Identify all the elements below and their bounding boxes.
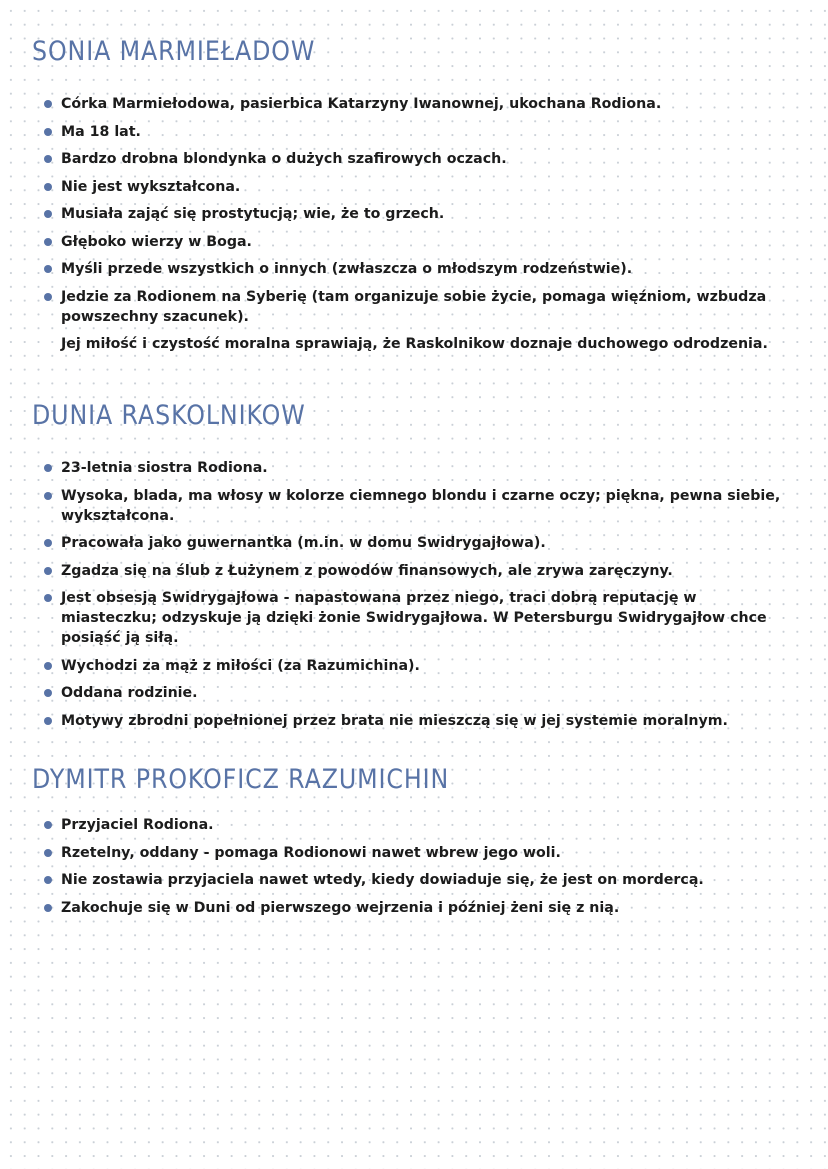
list-item [32, 656, 792, 676]
bullet-icon [44, 689, 52, 697]
list-item [32, 177, 792, 197]
bullet-icon [44, 821, 52, 829]
list-item-text: Pracowała jako guwernantka (m.in. w domu Swidrygajłowa). [61, 535, 546, 551]
list-item-text: Musiała zająć się prostytucją; wie, że to grzech. [61, 206, 445, 222]
list-item-text: Ma 18 lat. [61, 123, 141, 140]
bullet-icon [44, 567, 52, 575]
list-item [32, 683, 792, 703]
bullet-icon [44, 876, 52, 884]
list-item-text: Jest obsesją Swidrygajłowa - napastowana przez niego, traci dobrą reputację w miasteczku; odzyskuje ją dzięki żonie Swidrygajłowa. W Petersburgu Swidrygajłow chce posiąść ją siłą. [61, 590, 767, 646]
bullet-icon [44, 155, 52, 163]
closing-note: Jej miłość i czystość moralna sprawiają, że Raskolnikow doznaje duchowego odrodzenia. [61, 336, 768, 352]
bullet-icon [44, 210, 52, 218]
list-item-text: Motywy zbrodni popełnionej przez brata nie mieszczą się w jej systemie moralnym. [61, 712, 728, 729]
bullet-icon [44, 265, 52, 273]
section-sonia [32, 38, 792, 354]
list-item-text: Bardzo drobna blondynka o dużych szafirowych oczach. [61, 151, 507, 167]
list-item-text: Zakochuje się w Duni od pierwszego wejrzenia i później żeni się z nią. [61, 899, 620, 916]
list-item-text: 23-letnia siostra Rodiona. [61, 460, 268, 476]
section-title: SONIA MARMIEŁADOW [32, 36, 316, 67]
list-item-text: Nie zostawia przyjaciela nawet wtedy, kiedy dowiaduje się, że jest on mordercą. [61, 872, 704, 888]
list-item-text: Wychodzi za mąż z miłości (za Razumichina). [61, 657, 420, 674]
list-item [32, 259, 792, 279]
bullet-icon [44, 128, 52, 136]
list-item [32, 204, 792, 224]
list-item [32, 287, 792, 327]
bullet-icon [44, 539, 52, 547]
list-item [32, 588, 792, 648]
bullet-icon [44, 293, 52, 301]
list-item [32, 843, 792, 863]
bullet-icon [44, 464, 52, 472]
list-item-text: Rzetelny, oddany - pomaga Rodionowi nawet wbrew jego woli. [61, 844, 561, 861]
list-item-text: Myśli przede wszystkich o innych (zwłaszcza o młodszym rodzeństwie). [61, 261, 633, 277]
list-item-text: Córka Marmiełodowa, pasierbica Katarzyny Iwanownej, ukochana Rodiona. [61, 96, 662, 112]
bullet-icon [44, 717, 52, 725]
list-item [32, 122, 792, 142]
list-item-text: Oddana rodzinie. [61, 685, 198, 701]
list-item-text: Wysoka, blada, ma włosy w kolorze ciemnego blondu i czarne oczy; piękna, pewna siebie, wykształcona. [61, 487, 781, 524]
list-item-text: Głęboko wierzy w Boga. [61, 233, 252, 250]
list-item [32, 94, 792, 114]
list-item [32, 561, 792, 581]
bullet-icon [44, 492, 52, 500]
bullet-icon [44, 238, 52, 246]
list-item-text: Zgadza się na ślub z Łużynem z powodów finansowych, ale zrywa zaręczyny. [61, 562, 673, 579]
bullet-icon [44, 594, 52, 602]
list-item [32, 486, 792, 526]
bullet-icon [44, 904, 52, 912]
bullet-icon [44, 100, 52, 108]
bullet-list [32, 815, 792, 918]
bullet-icon [44, 849, 52, 857]
list-item [32, 533, 792, 553]
list-item [32, 898, 792, 918]
list-item [32, 815, 792, 835]
list-item-text: Przyjaciel Rodiona. [61, 817, 214, 833]
list-item [32, 149, 792, 169]
list-item [32, 711, 792, 731]
list-item [32, 458, 792, 478]
bullet-list [32, 94, 792, 327]
bullet-list [32, 458, 792, 731]
bullet-icon [44, 662, 52, 670]
section-razumichin [32, 766, 792, 925]
list-item-text: Nie jest wykształcona. [61, 178, 241, 195]
bullet-icon [44, 183, 52, 191]
list-item-text: Jedzie za Rodionem na Syberię (tam organizuje sobie życie, pomaga więźniom, wzbudza powszechny szacunek). [61, 288, 767, 325]
section-dunia [32, 402, 792, 738]
list-item [32, 232, 792, 252]
section-title: DUNIA RASKOLNIKOW [32, 400, 306, 431]
section-title: DYMITR PROKOFICZ RAZUMICHIN [32, 764, 450, 795]
list-item [32, 870, 792, 890]
